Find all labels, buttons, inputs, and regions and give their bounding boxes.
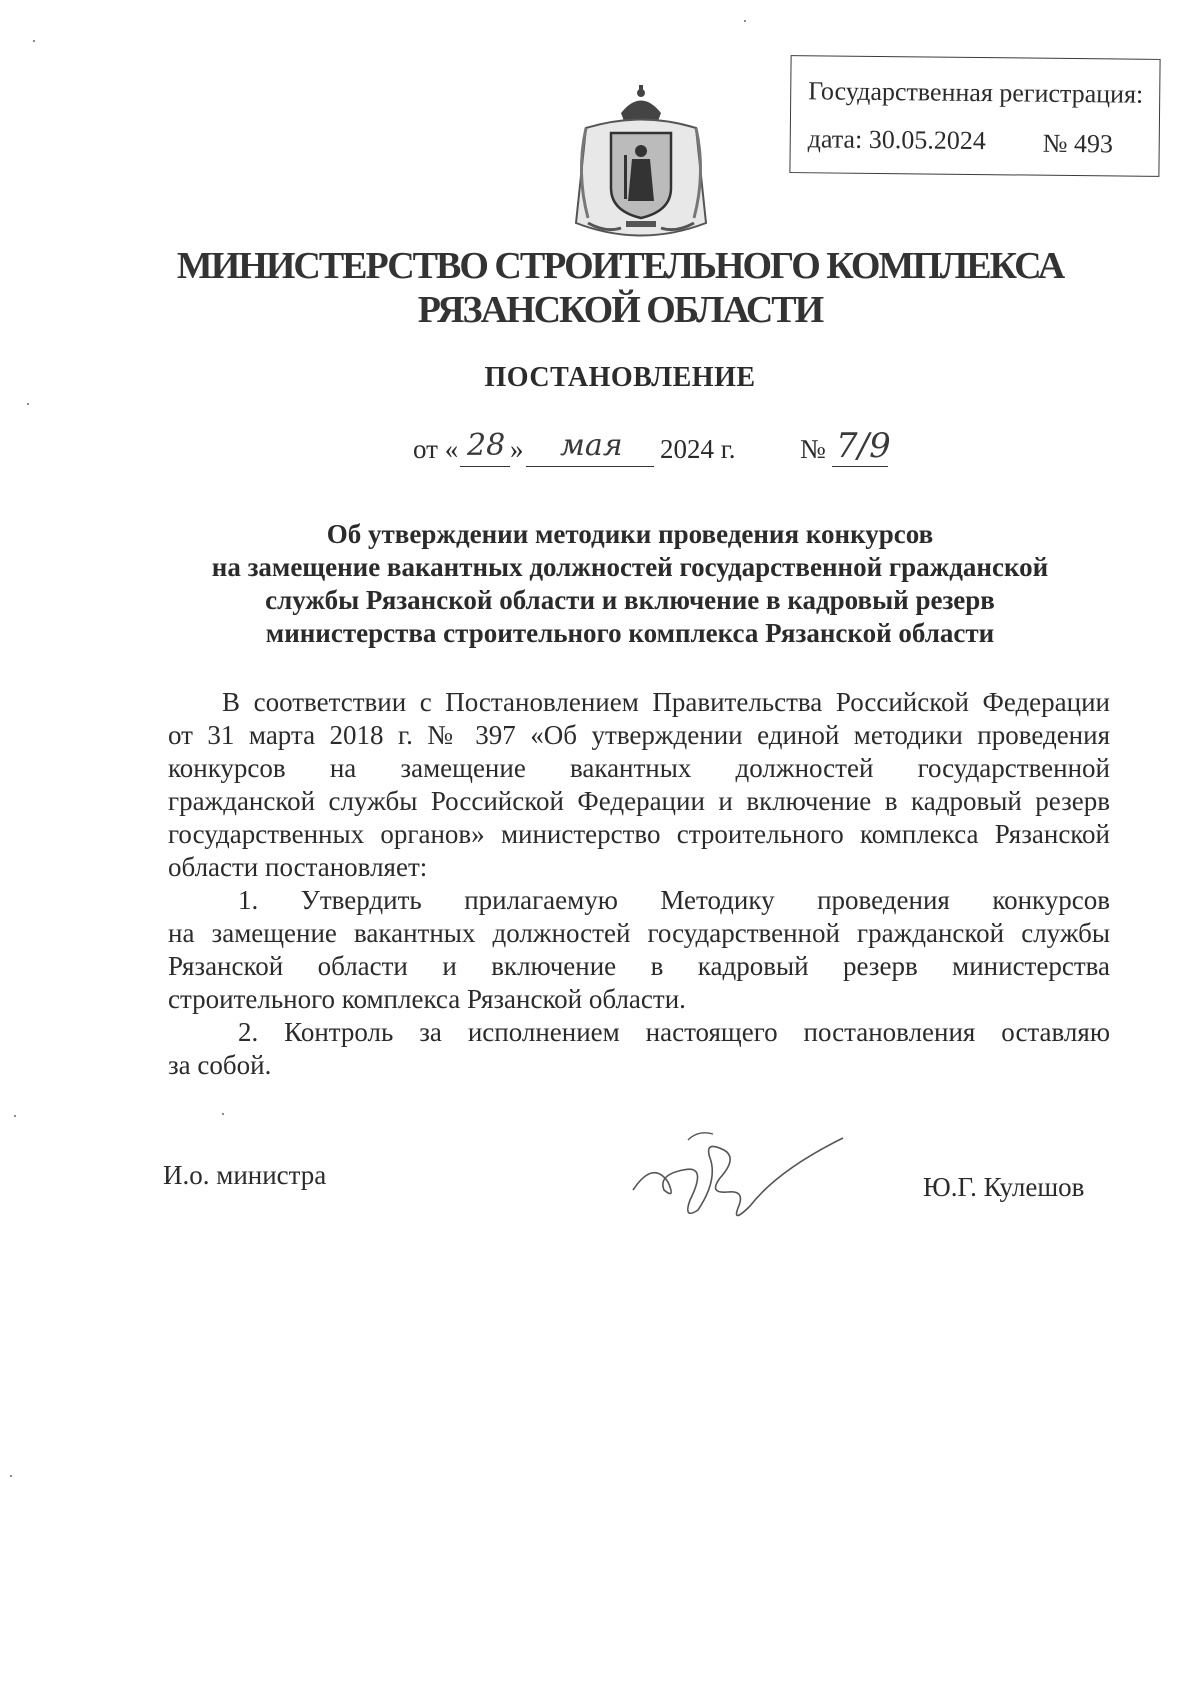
scan-speck <box>14 1115 16 1117</box>
date-number-row <box>0 424 1200 474</box>
registration-number: № 493 <box>1042 128 1114 159</box>
date-mid: » <box>510 434 524 464</box>
subject-line: министерства строительного комплекса Рязанской области <box>265 618 995 648</box>
day-underline <box>460 466 510 467</box>
date-prefix: от « <box>413 434 459 464</box>
document-subject <box>170 518 1090 650</box>
date-month: мая <box>560 428 623 463</box>
ryazan-coat-of-arms-icon <box>566 83 716 246</box>
registration-date: дата: 30.05.2024 <box>807 124 986 156</box>
document-type: ПОСТАНОВЛЕНИЕ <box>484 362 756 393</box>
scan-speck <box>33 40 35 42</box>
body-line: гражданской службы Российской Федерации и включение в кадровый резерв <box>168 786 1110 816</box>
signer-name: Ю.Г. Кулешов <box>923 1172 1085 1202</box>
body-line: 2. Контроль за исполнением настоящего постановления оставляю <box>238 1017 1110 1047</box>
ministry-name-line1: МИНИСТЕРСТВО СТРОИТЕЛЬНОГО КОМПЛЕКСА <box>176 245 1064 287</box>
registration-title: Государственная регистрация: <box>808 76 1144 109</box>
subject-line: Об утверждении методики проведения конкурсов <box>326 519 934 549</box>
body-line: от 31 марта 2018 г. № 397 «Об утверждении единой методики проведения <box>168 720 1110 750</box>
body-line: строительного комплекса Рязанской области. <box>168 984 686 1014</box>
document-number: 7/9 <box>836 426 891 466</box>
body-line: В соответствии с Постановлением Правительства Российской Федерации <box>222 687 1110 717</box>
signer-position: И.о. министра <box>163 1160 327 1190</box>
number-underline <box>832 466 888 467</box>
scan-speck <box>222 1113 224 1115</box>
registration-stamp <box>789 55 1160 177</box>
ministry-name-line2: РЯЗАНСКОЙ ОБЛАСТИ <box>417 289 823 331</box>
body-line: на замещение вакантных должностей государственной гражданской службы <box>168 918 1110 948</box>
subject-line: на замещение вакантных должностей государственной гражданской <box>211 552 1049 582</box>
subject-line: службы Рязанской области и включение в кадровый резерв <box>265 585 995 615</box>
scan-speck <box>10 1475 12 1477</box>
scan-speck <box>744 20 746 22</box>
date-day: 28 <box>467 428 506 463</box>
date-year: 2024 г. <box>660 434 736 464</box>
body-line: конкурсов на замещение вакантных должностей государственной <box>168 753 1110 783</box>
handwritten-signature <box>628 1120 848 1230</box>
body-line: области постановляет: <box>168 852 428 882</box>
body-line: за собой. <box>168 1050 272 1080</box>
month-underline <box>526 466 654 467</box>
body-line: 1. Утвердить прилагаемую Методику проведения конкурсов <box>238 885 1110 915</box>
number-label: № <box>800 434 826 464</box>
body-line: государственных органов» министерство строительного комплекса Рязанской <box>168 819 1110 849</box>
scan-speck <box>27 403 29 405</box>
body-line: Рязанской области и включение в кадровый резерв министерства <box>168 951 1110 981</box>
